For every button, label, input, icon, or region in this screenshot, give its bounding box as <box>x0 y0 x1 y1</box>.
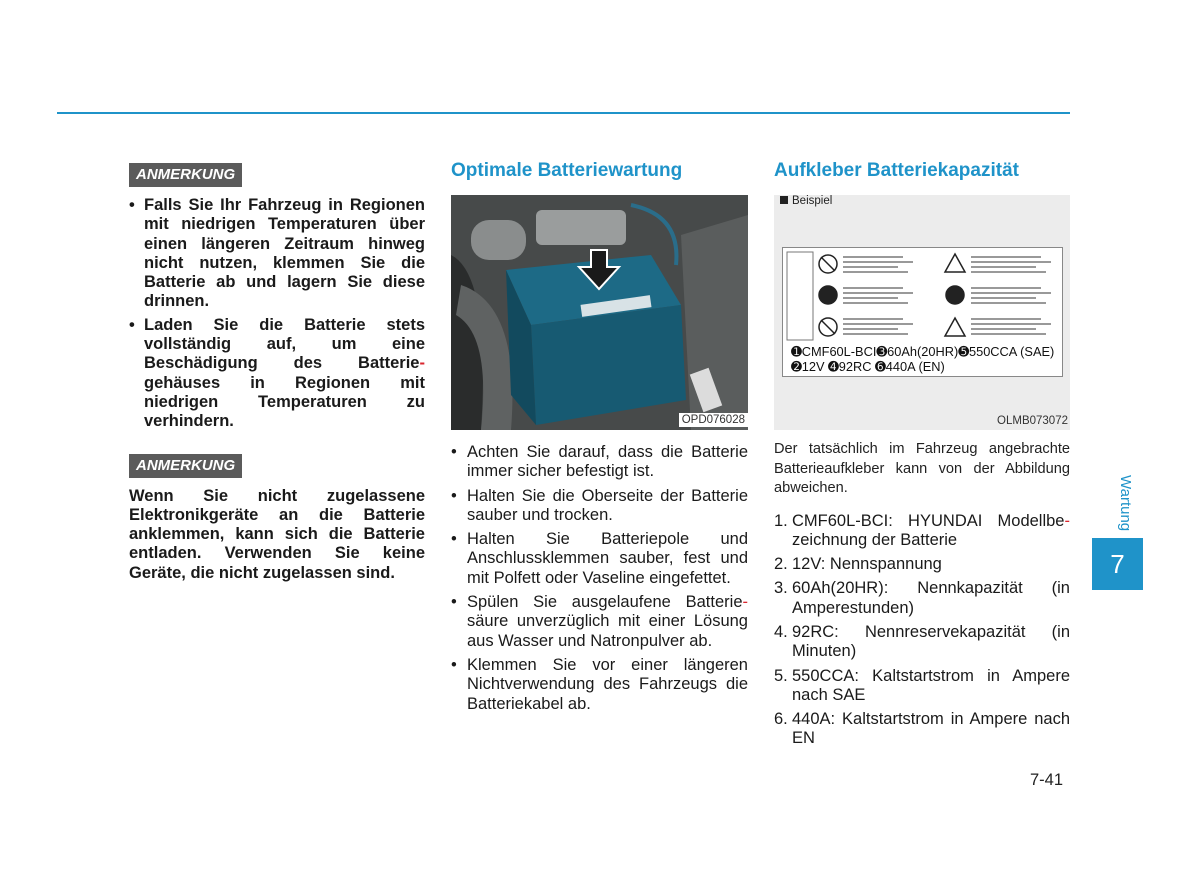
top-rule <box>57 112 1070 114</box>
sticker-row: ➋12V ➍92RC ➏440A (EN) <box>791 359 945 374</box>
list-item: 3. 60Ah(20HR): Nennkapazität (in Amperestunden) <box>774 579 1070 617</box>
list-item: 5. 550CCA: Kaltstartstrom in Ampere nach SAE <box>774 666 1070 704</box>
chapter-tab: 7 <box>1092 538 1143 590</box>
section-heading: Aufkleber Batteriekapazität <box>774 160 1019 181</box>
sticker-row: ➊CMF60L-BCI➌60Ah(20HR)➎550CCA (SAE) <box>791 344 1055 359</box>
list-item: • Achten Sie darauf, dass die Batterie immer sicher befestigt ist. <box>451 443 748 482</box>
middle-column <box>451 195 748 719</box>
list-item: 4. 92RC: Nennreservekapazität (in Minuten) <box>774 622 1070 661</box>
image-code: OLMB073072 <box>997 415 1068 427</box>
example-label: Beispiel <box>780 195 832 207</box>
battery-label-figure <box>774 195 1070 430</box>
battery-illustration <box>451 195 748 430</box>
page-number: 7-41 <box>1030 771 1064 789</box>
right-column <box>774 195 1070 754</box>
hyphen: - <box>419 354 425 373</box>
battery-photo <box>451 195 748 430</box>
section-heading: Optimale Batteriewartung <box>451 160 683 181</box>
hyphen: - <box>1064 511 1070 530</box>
list-item: 1. CMF60L-BCI: HYUNDAI Modellbe-zeichnung der Batterie <box>774 511 1070 549</box>
sticker-warnings <box>783 248 1062 346</box>
note-list <box>129 196 425 432</box>
list-item: • Spülen Sie ausgelaufene Batterie-säure unverzüglich mit einer Lösung aus Wasser und Natronpulver ab. <box>451 593 748 651</box>
left-column <box>129 163 425 583</box>
list-item: • Falls Sie Ihr Fahrzeug in Regionen mit niedrigen Temperaturen über einen längeren Zeitraum hinweg nicht nutzen, klemmen Sie die Batterie ab und lagern Sie diese drinnen. <box>129 196 425 312</box>
list-item: 6. 440A: Kaltstartstrom in Ampere nach EN <box>774 710 1070 748</box>
image-code: OPD076028 <box>679 413 748 427</box>
maintenance-list <box>451 443 748 714</box>
hyphen: - <box>742 593 748 612</box>
list-item: • Halten Sie die Oberseite der Batterie sauber und trocken. <box>451 487 748 526</box>
battery-sticker <box>782 247 1063 377</box>
list-item: • Laden Sie die Batterie stets vollständig auf, um eine Beschädigung des Batterie-gehäuses in Regionen mit niedrigen Temperaturen zu verhindern. <box>129 316 425 432</box>
list-item: • Halten Sie Batteriepole und Anschlussklemmen sauber, fest und mit Polfett oder Vaseline eingefettet. <box>451 530 748 588</box>
section-label: Wartung <box>1117 474 1134 532</box>
list-item: • Klemmen Sie vor einer längeren Nichtverwendung des Fahrzeugs die Batteriekabel ab. <box>451 656 748 714</box>
note-badge: ANMERKUNG <box>129 454 242 478</box>
list-item: 2. 12V: Nennspannung <box>774 555 942 574</box>
note-badge: ANMERKUNG <box>129 163 242 187</box>
square-icon <box>780 196 788 204</box>
note-text: Wenn Sie nicht zugelassene Elektronikgeräte an die Batterie anklemmen, kann sich die Batterie entladen. Verwenden Sie keine Geräte, die nicht zugelassen sind. <box>129 486 425 582</box>
capacity-list <box>774 512 1070 749</box>
figure-caption: Der tatsächlich im Fahrzeug angebrachte Batterieaufkleber kann von der Abbildung abweichen. <box>774 441 1070 496</box>
